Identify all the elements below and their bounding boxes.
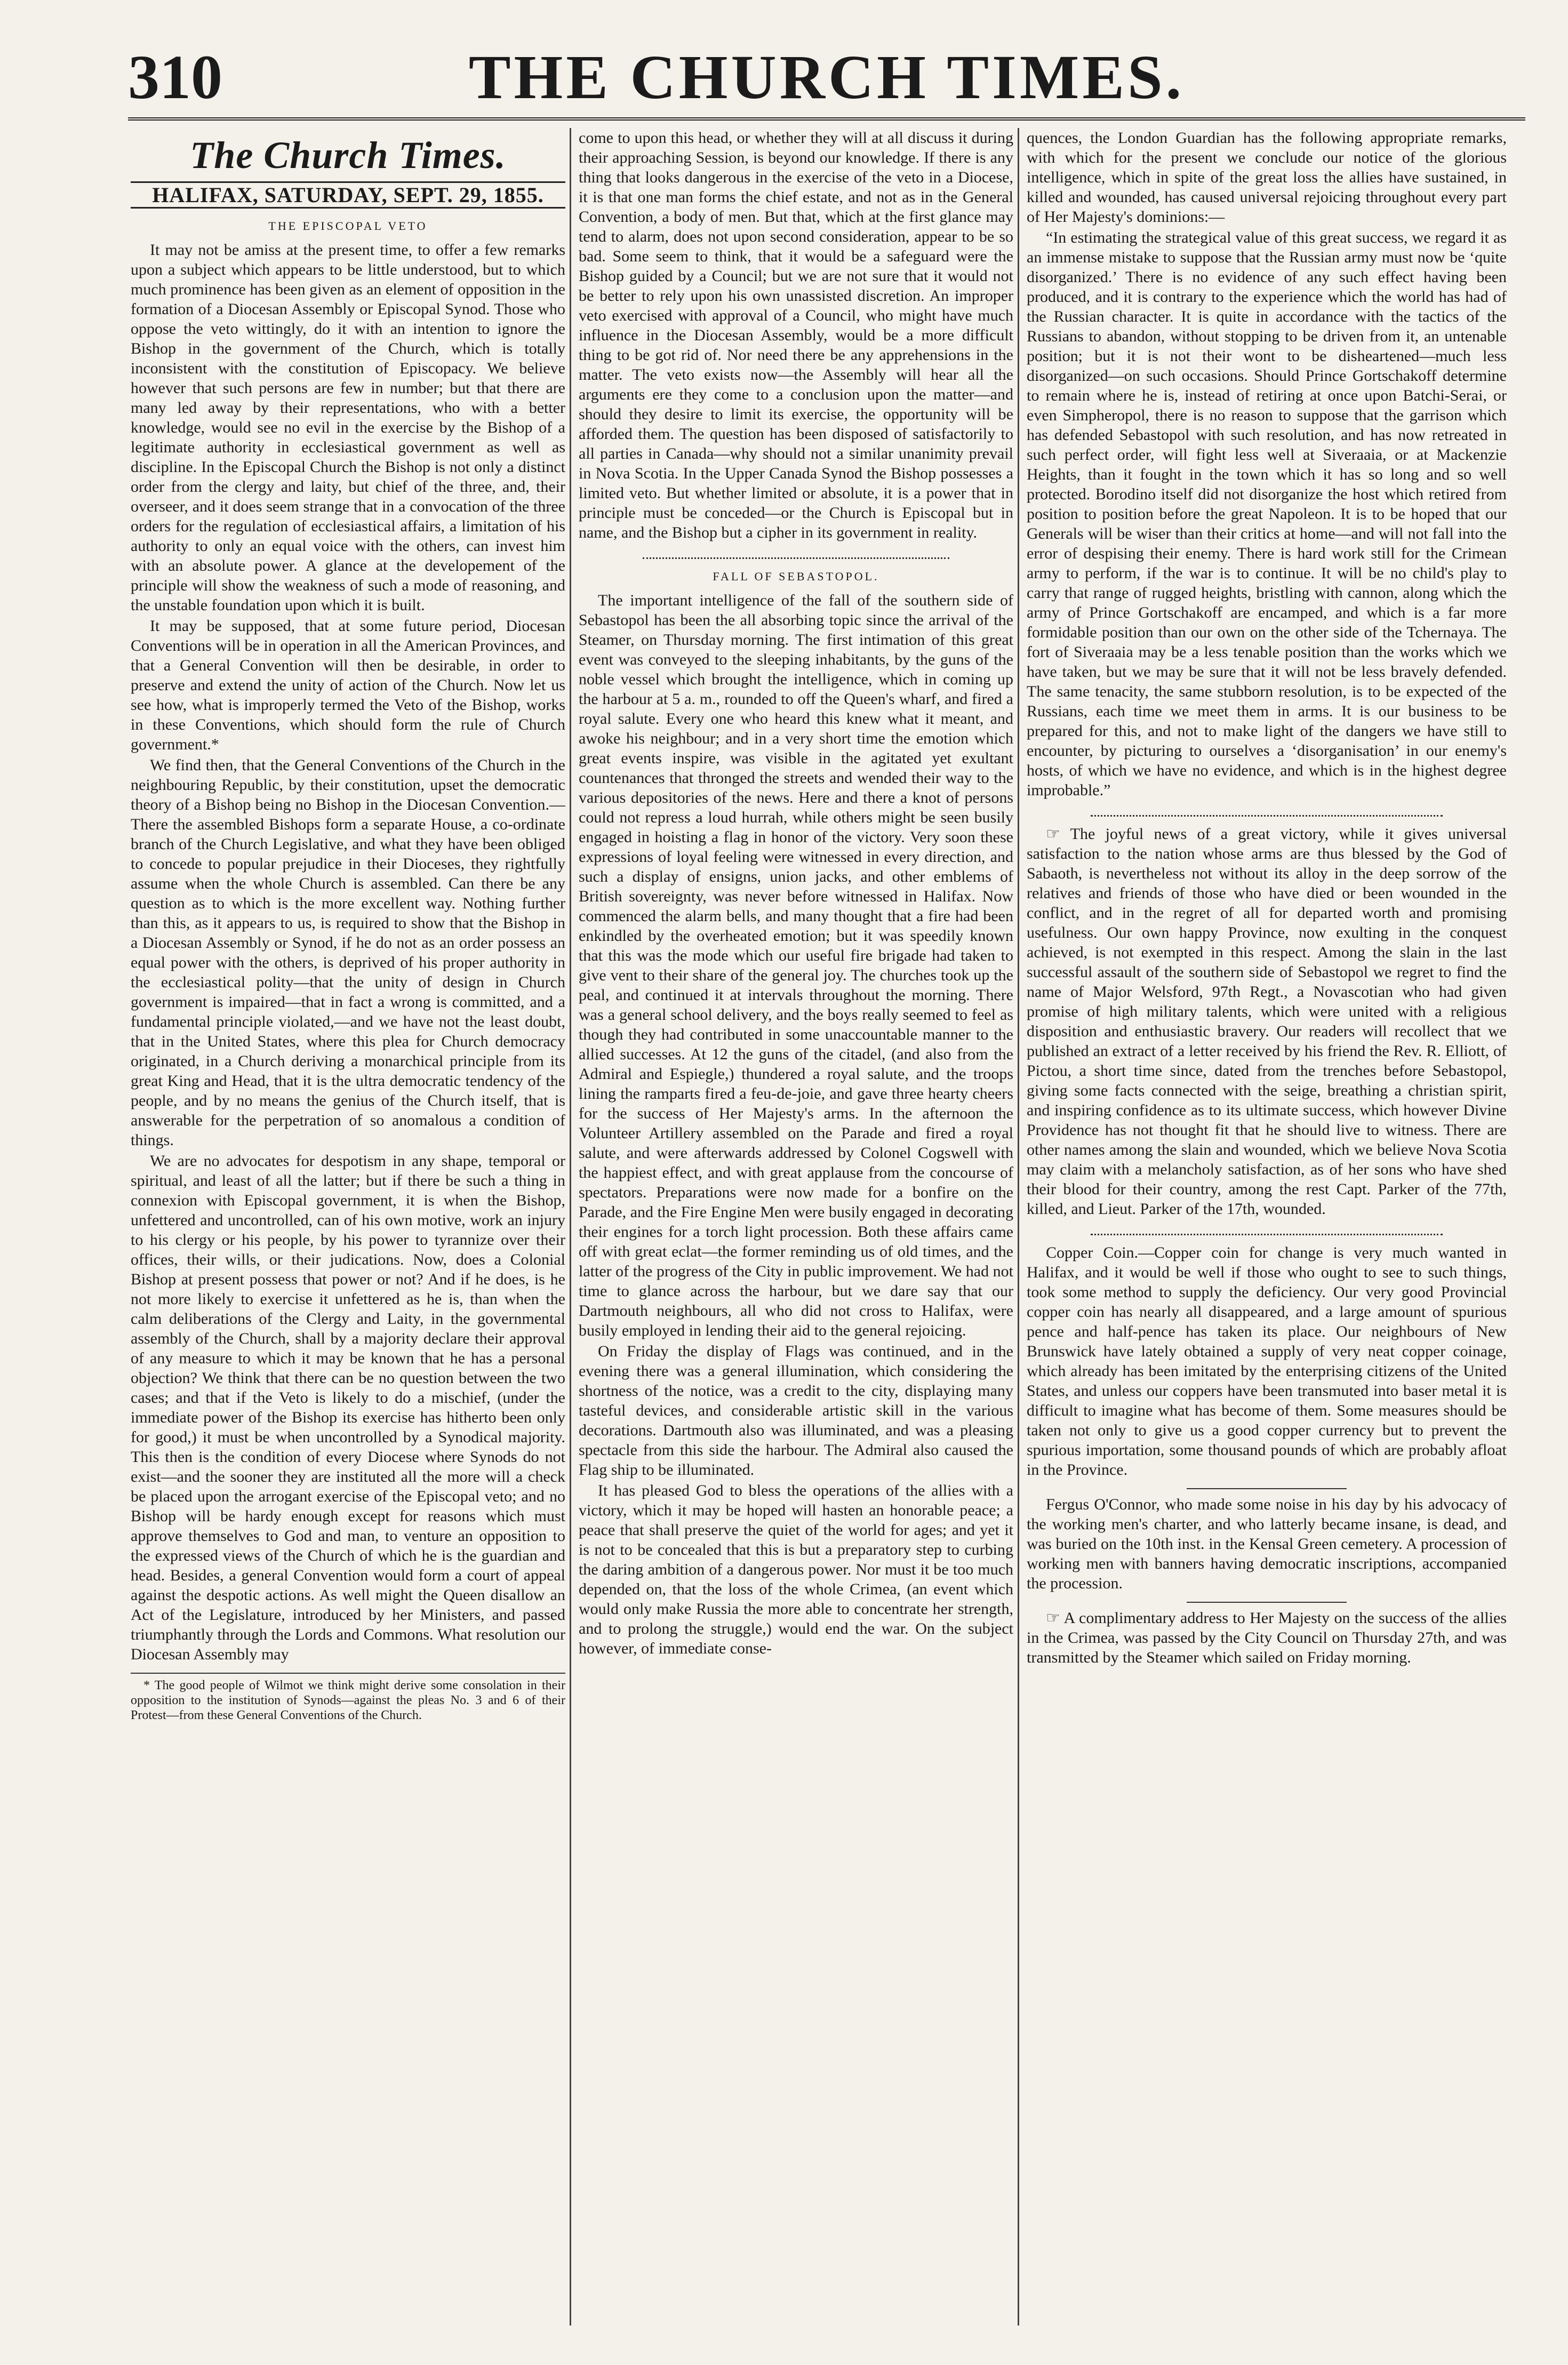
paragraph-oconnor: Fergus O'Connor, who made some noise in his day by his advocacy of the working men's charter, and who latterly became insane, is dead, and was buried on the 10th inst. in the Kensal Green cemetery. A procession of working men with banners having democratic inscriptions, accompanied the procession. bbox=[1027, 1496, 1507, 1592]
quoted-paragraph: “In estimating the strategical value of this great success, we regard it as an immense mistake to suppose that the Russian army must now be ‘quite disorganized.’ There is no evidence of any such effect having been produced, and it is contrary to the experience which the world has had of the Russian character. It is quite in accordance with the tactics of the Russians to abandon, without stopping to be driven from it, an untenable position; but it is not their wont to be disheartened—much less disorganized—on such occasions. Should Prince Gortschakoff determine to remain where he is, instead of retiring at once upon Batchi-Serai, or even Simpheropol, there is no reason to suppose that the garrison which has defended Sebastopol with such resolution, and has now retreated in such perfect order, will fight less well at Siveraaia, or at Mackenzie Heights, than it fought in the town which it has so long and so well protected. Borodino itself did not disorganize the host which retired from position to position before the great Napoleon. It is to be hoped that our Generals will be wiser than their critics at home—and will not fall into the error of despising their enemy. There is hard work still for the Crimean army to perform, if the war is to continue. It will be no child's play to carry that range of rugged heights, bristling with cannon, along which the army of Prince Gortschakoff are encamped, and which is a far more formidable position than our own on the other side of the Tchernaya. The fort of Siveraaia may be a less tenable position than the works which we have taken, but we may be sure that it will not be less bravely defended. The same tenacity, the same stubborn resolution, is to be expected of the Russians, each time we meet them in arms. It is our business to be prepared for this, and not to make light of the dangers we have still to encounter, by picturing to ourselves a ‘disorganisation’ in our enemy's hosts, of which we have no evidence, and which is in the highest degree improbable.” bbox=[1027, 229, 1507, 799]
dateline: HALIFAX, SATURDAY, SEPT. 29, 1855. bbox=[131, 181, 565, 209]
running-title: THE CHURCH TIMES. bbox=[468, 42, 1185, 112]
section-divider bbox=[1091, 1226, 1443, 1235]
section-divider bbox=[643, 550, 949, 559]
column-rule-1 bbox=[570, 128, 571, 2326]
paragraph: The important intelligence of the fall of the southern side of Sebastopol has been the all absorbing topic since the arrival of the Steamer, on Thursday morning. The first intimation of this great event was conveyed to the sleeping inhabitants, by the guns of the noble vessel which brought the intelligence, which in coming up the harbour at 5 a. m., rounded to off the Queen's wharf, and fired a royal salute. Every one who heard this knew what it meant, and awoke his neighbour; and in a very short time the emotion which great events inspire, was visible in the agitated yet exultant countenances that thronged the streets and wended their way to the various depositories of the news. Here and there a knot of persons could not repress a loud hurrah, while others might be seen busily engaged in hoisting a flag in honor of the victory. Very soon these expressions of loyal feeling were witnessed in every direction, and such a display of ensigns, union jacks, and other emblems of British sovereignty, was never before witnessed in Halifax. Now commenced the alarm bells, and many thought that a fire had been enkindled by the overheated emotion; but it was speedily known that this was the mode which our useful fire brigade had taken to give vent to their share of the general joy. The churches took up the peal, and continued it at intervals throughout the morning. There was a general school delivery, and the boys really seemed to feel as though they had contributed in some unaccountable manner to the allied successes. At 12 the guns of the citadel, (and also from the Admiral and Espiegle,) thundered a royal salute, and the troops lining the ramparts fired a feu-de-joie, and gave three hearty cheers for the success of Her Majesty's arms. In the afternoon the Volunteer Artillery assembled on the Parade and fired a royal salute, and were afterwards addressed by Colonel Cogswell with the happiest effect, and with great applause from the concourse of spectators. Preparations were now made for a bonfire on the Parade, and the Fire Engine Men were busily engaged in decorating their engines for a torch light procession. Both these affairs came off with great eclat—the former reminding us of old times, and the latter of the progress of the City in public improvement. We had not time to glance across the harbour, but we dare say that our Dartmouth neighbours, all who did not cross to Halifax, were busily employed in lending their aid to the general rejoicing. bbox=[579, 592, 1013, 1339]
paragraph-address: ☞ A complimentary address to Her Majesty on the success of the allies in the Crimea, was passed by the City Council on Thursday 27th, and was transmitted by the Steamer which sailed on Friday morning. bbox=[1027, 1609, 1507, 1666]
footnote-text: * The good people of Wilmot we think might derive some consolation in their opposition to the institution of Synods—against the pleas No. 3 and 6 of their Protest—from these General Conventions of the Church. bbox=[131, 1679, 565, 1722]
paragraph: quences, the London Guardian has the following appropriate remarks, with which for the present we conclude our notice of the glorious intelligence, which in spite of the great loss the allies have sustained, in killed and wounded, has caused universal rejoicing throughout every part of Her Majesty's dominions:— bbox=[1027, 129, 1507, 226]
masthead bbox=[128, 37, 1525, 121]
section-divider bbox=[1091, 808, 1443, 817]
paragraph: It has pleased God to bless the operations of the allies with a victory, which it may be hoped will hasten an honorable peace; a peace that shall preserve the quiet of the world for ages; and yet it is not to be concealed that this is but a preparatory step to curbing the daring ambition of a dangerous power. Nor must it be too much depended on, that the loss of the whole Crimea, (an event which would only make Russia the more able to concentrate her strength, and to prolong the struggle,) would end the war. On the subject however, of immediate conse- bbox=[579, 1482, 1013, 1657]
paragraph: We are no advocates for despotism in any shape, temporal or spiritual, and least of all the latter; but if there be such a thing in connexion with Episcopal government, it is when the Bishop, unfettered and uncontrolled, can of his own motive, work an injury to his clergy or his people, by his power to tyrannize over their offices, their wills, or their judications. Now, does a Colonial Bishop at present possess that power or not? And if he does, is he not more likely to exercise it unfettered as he is, than when the calm deliberations of the Clergy and Laity, in the governmental assembly of the Church, shall by a majority declare their approval of any measure to which it may be known that he has a personal objection? We think that there can be no question between the two cases; and that if the Veto is likely to do a mischief, (under the immediate power of the Bishop its exercise has hitherto been only for good,) it must be when uncontrolled by a Synodical majority. This then is the condition of every Diocese where Synods do not exist—and the sooner they are instituted all the more will a check be placed upon the arrogant exercise of the Episcopal veto; and no Bishop will be hardy enough except for reasons which must approve themselves to God and man, to venture an opposition to the expressed views of the Church of which he is the guardian and head. Besides, a general Convention would form a court of appeal against the despotic actions. As well might the Queen disallow an Act of the Legislature, introduced by her Ministers, and passed triumphantly through the Lords and Commons. What resolution our Diocesan Assembly may bbox=[131, 1152, 565, 1663]
paragraph: It may not be amiss at the present time, to offer a few remarks upon a subject which appears to be little understood, but to which much prominence has been given as an element of opposition in the formation of a Diocesan Assembly or Episcopal Synod. Those who oppose the veto wittingly, do it with an intention to ignore the Bishop in the government of the Church, which is totally inconsistent with the constitution of Episcopacy. We believe however that such persons are few in number; but that there are many led away by their representations, who with a better knowledge, would see no evil in the exercise by the Bishop of a legitimate authority in ecclesiastical government as well as discipline. In the Episcopal Church the Bishop is not only a distinct order from the clergy and laity, but chief of the three, and, their overseer, and it does seem strange that in a convocation of the three orders for the regulation of ecclesiastical affairs, a limitation of his authority to only an equal voice with the others, can invest him with an absolute power. A glance at the developement of the principle will show the weakness of such a mode of reasoning, and the unstable foundation upon which it is built. bbox=[131, 241, 565, 614]
column-2 bbox=[579, 128, 1013, 2336]
section-divider bbox=[1187, 1485, 1347, 1489]
column-rule-2 bbox=[1018, 128, 1019, 2326]
page-number: 310 bbox=[128, 42, 222, 112]
paragraph-copper-coin: Copper Coin.—Copper coin for change is very much wanted in Halifax, and it would be well if those who ought to see to such things, took some method to supply the deficiency. Our very good Provincial copper coin has nearly all disappeared, and a large amount of spurious pence and half-pence has taken its place. Our neighbours of New Brunswick have lately obtained a supply of very neat copper coinage, which already has been imitated by the enterprising citizens of the United States, and unless our coppers have been transmuted into baser metal it is difficult to imagine what has become of them. Some measures should be taken not only to give us a good copper currency but to prevent the spurious importation, some thousand pounds of which are probably afloat in the Province. bbox=[1027, 1244, 1507, 1479]
article-heading-sebastopol: FALL OF SEBASTOPOL. bbox=[713, 570, 879, 583]
footnote bbox=[131, 1673, 565, 1723]
paragraph-victory: ☞ The joyful news of a great victory, while it gives universal satisfaction to the nation whose arms are thus blessed by the God of Sabaoth, is nevertheless not without its alloy in the deep sorrow of the relatives and friends of those who have died or been wounded in the conflict, and in the regret of all for departed worth and promising usefulness. Our own happy Province, now exulting in the conquest achieved, is not exempted in this respect. Among the slain in the last successful assault of the southern side of Sebastopol we regret to find the name of Major Welsford, 97th Regt., a Novascotian who had given promise of high military talents, which were united with a religious disposition and enthusiastic bravery. Our readers will recollect that we published an extract of a letter received by his friend the Rev. R. Elliott, of Pictou, a short time since, dated from the trenches before Sebastopol, giving some facts connected with the seige, breathing a christian spirit, and inspiring confidence as to its ultimate success, which however Divine Providence has not thought fit that he should live to witness. There are other names among the slain and wounded, which we believe Nova Scotia may claim with a melancholy satisfaction, as of her sons who have shed their blood for their country, among the rest Capt. Parker of the 77th, killed, and Lieut. Parker of the 17th, wounded. bbox=[1027, 825, 1507, 1218]
column-1 bbox=[131, 128, 565, 2336]
paper-title: The Church Times. bbox=[190, 134, 506, 177]
article-heading-episcopal-veto: THE EPISCOPAL VETO bbox=[268, 219, 428, 233]
paragraph: We find then, that the General Conventions of the Church in the neighbouring Republic, by their constitution, upset the democratic theory of a Bishop being no Bishop in the Diocesan Convention.— There the assembled Bishops form a separate House, a co-ordinate branch of the Church Legislative, and what they have been obliged to concede to popular prejudice in their Dioceses, they rightfully assume when the whole Church is assembled. Can there be any question as to which is the more excellent way. Nothing further than this, as it appears to us, is required to show that the Bishop in a Diocesan Assembly or Synod, if he do not as an order possess an equal power with the others, is deprived of his proper authority in the ecclesiastical polity—that the unity of design in Church government is impaired—that in fact a wrong is committed, and a fundamental principle violated,—and we have not the least doubt, that in the United States, where this plea for Church democracy originated, in a Church deriving a monarchical principle from its great King and Head, that it is the ultra democratic tendency of the people, and by no means the genius of the Church itself, that is answerable for the perpetration of so anomalous a condition of things. bbox=[131, 756, 565, 1149]
paragraph: It may be supposed, that at some future period, Diocesan Conventions will be in operation in all the American Provinces, and that a General Convention will then be desirable, in order to preserve and extend the unity of action of the Church. Now let us see how, what is improperly termed the Veto of the Bishop, works in these Conventions, which should form the rule of Church government.* bbox=[131, 617, 565, 753]
paragraph: On Friday the display of Flags was continued, and in the evening there was a general illumination, which considering the shortness of the notice, was a credit to the city, displaying many tasteful devices, and considerable artistic skill in the various decorations. Dartmouth also was illuminated, and was a pleasing spectacle from this side the harbour. The Admiral also caused the Flag ship to be illuminated. bbox=[579, 1343, 1013, 1479]
section-divider bbox=[1187, 1599, 1347, 1603]
column-3 bbox=[1027, 128, 1507, 2336]
paragraph: come to upon this head, or whether they will at all discuss it during their approaching Session, is beyond our knowledge. If there is any thing that looks dangerous in the exercise of the veto in a Diocese, it is that one man forms the chief estate, and not as in the General Convention, a body of men. But that, which at the first glance may tend to alarm, does not upon second consideration, appear to be so bad. Some seem to think, that it would be a safeguard were the Bishop guided by a Council; but we are not sure that it would not be better to rely upon his own unassisted discretion. An improper veto exercised with approval of a Council, who might have much influence in the Diocesan Assembly, would be a more difficult thing to be got rid of. Nor need there be any apprehensions in the matter. The veto exists now—the Assembly will hear all the arguments ere they come to a conclusion upon the matter—and should they desire to limit its exercise, the opportunity will be afforded them. The question has been disposed of satisfactorily to all parties in Canada—why should not a similar unanimity prevail in Nova Scotia. In the Upper Canada Synod the Bishop possesses a limited veto. But whether limited or absolute, it is a power that in principle must be conceded—or the Church is Episcopal but in name, and the Bishop but a cipher in its government in reality. bbox=[579, 129, 1013, 541]
